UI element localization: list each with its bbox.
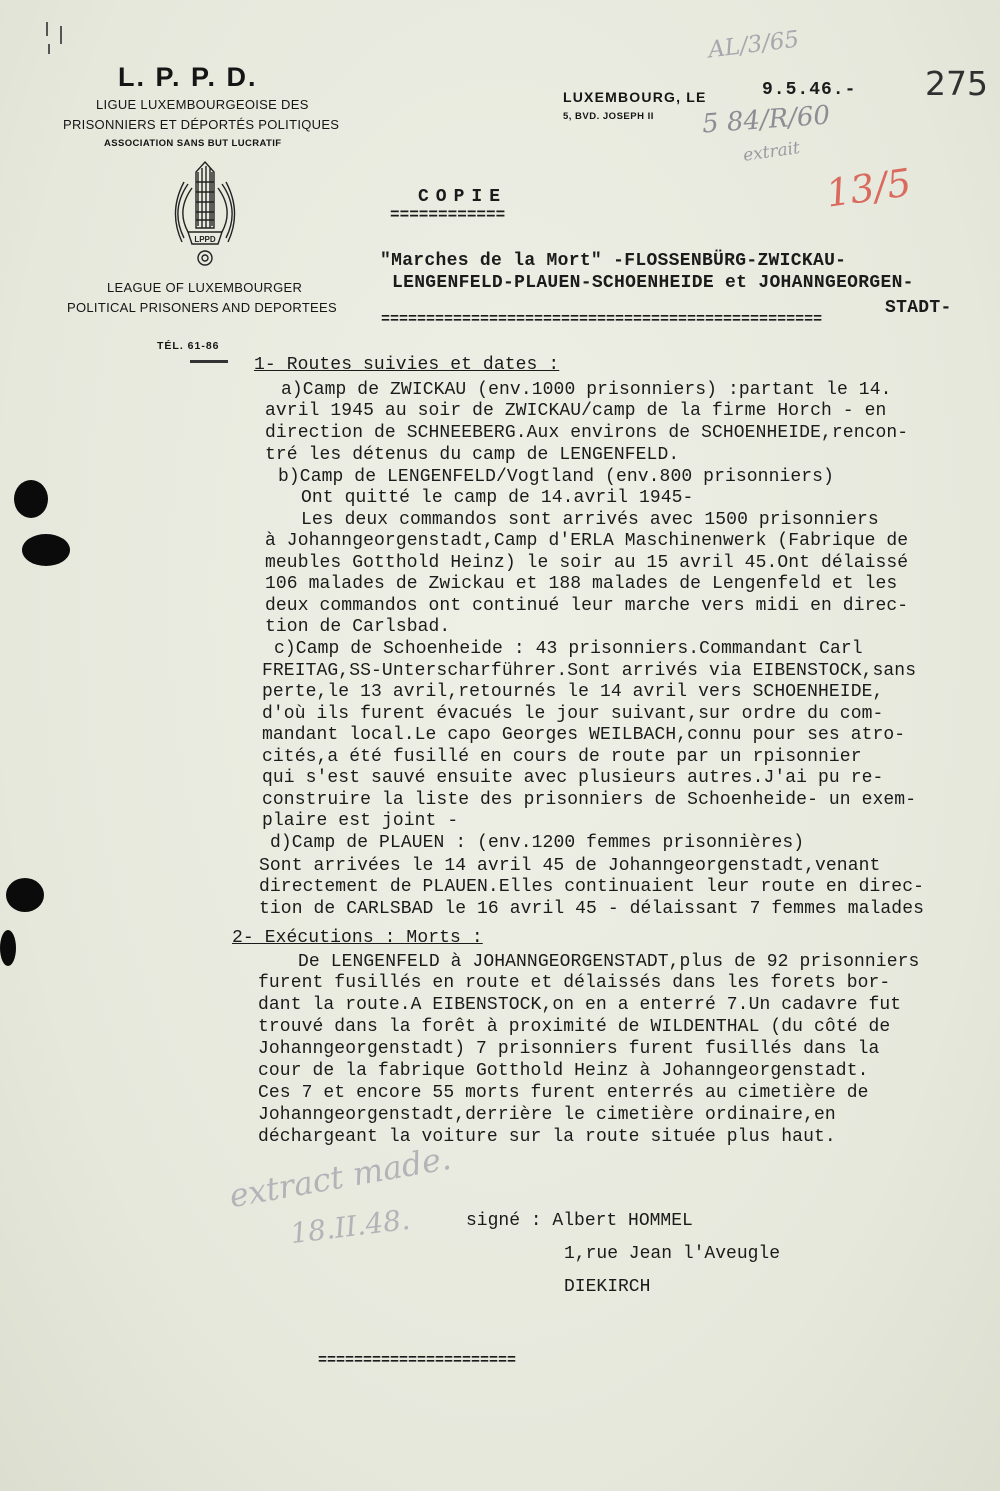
- org-name-en-line1: LEAGUE OF LUXEMBOURGER: [107, 280, 303, 295]
- handwritten-extract-date: 18.II.48.: [288, 1202, 412, 1251]
- body-line: FREITAG,SS-Unterscharführer.Sont arrivés via EIBENSTOCK,sans: [262, 661, 917, 681]
- org-abbreviation: L. P. P. D.: [118, 62, 258, 92]
- letter-date: [762, 80, 856, 100]
- document-heading: COPIE: [418, 187, 508, 207]
- body-line: d'où ils furent évacués le jour suivant,sur ordre du com-: [262, 704, 884, 724]
- body-line: cour de la fabrique Gotthold Heinz à Johanngeorgenstadt.: [258, 1061, 869, 1081]
- signature-line: signé : Albert HOMMEL: [466, 1211, 693, 1231]
- body-line: perte,le 13 avril,retournés le 14 avril vers SCHOENHEIDE,: [262, 682, 884, 702]
- body-line: plaire est joint -: [262, 811, 459, 831]
- title-line-3: STADT-: [885, 298, 952, 318]
- punch-hole: [22, 534, 70, 566]
- body-line: direction de SCHNEEBERG.Aux environs de SCHOENHEIDE,rencon-: [265, 423, 909, 443]
- org-name-fr-line1: LIGUE LUXEMBOURGEOISE DES: [96, 97, 309, 112]
- body-line: trouvé dans la forêt à proximité de WILDENTHAL (du côté de: [258, 1017, 891, 1037]
- body-line: d)Camp de PLAUEN : (env.1200 femmes prisonnières): [270, 833, 805, 853]
- body-line: qui s'est sauvé ensuite avec plusieurs autres.J'ai pu re-: [262, 768, 884, 788]
- body-line: mandant local.Le capo Georges WEILBACH,connu pour ses atro-: [262, 725, 906, 745]
- section-dash: [190, 360, 228, 363]
- org-name-en-line2: POLITICAL PRISONERS AND DEPORTEES: [67, 300, 337, 315]
- stamp-number: 275: [925, 64, 988, 103]
- body-line: deux commandos ont continué leur marche vers midi en direc-: [265, 596, 909, 616]
- body-line: directement de PLAUEN.Elles continuaient leur route en direc-: [259, 877, 925, 897]
- org-address: 5, BVD. JOSEPH II: [563, 111, 654, 122]
- body-line: Ces 7 et encore 55 morts furent enterrés au cimetière de: [258, 1083, 869, 1103]
- body-line: b)Camp de LENGENFELD/Vogtland (env.800 prisonniers): [278, 467, 834, 487]
- section-1-heading: 1- Routes suivies et dates :: [254, 355, 560, 375]
- body-line: tion de Carlsbad.: [265, 617, 451, 637]
- body-line: a)Camp de ZWICKAU (env.1000 prisonniers) :partant le 14.: [281, 380, 892, 400]
- body-line: dant la route.A EIBENSTOCK,on en a enterré 7.Un cadavre fut: [258, 995, 902, 1015]
- body-line: 106 malades de Zwickau et 188 malades de Lengenfeld et les: [265, 574, 898, 594]
- emblem-logo-text: LPPD: [194, 235, 216, 244]
- body-line: De LENGENFELD à JOHANNGEORGENSTADT,plus de 92 prisonniers: [298, 952, 920, 972]
- org-name-fr-line2: PRISONNIERS ET DÉPORTÉS POLITIQUES: [63, 117, 340, 132]
- body-line: Ont quitté le camp de 14.avril 1945-: [301, 488, 694, 508]
- body-line: tré les détenus du camp de LENGENFELD.: [265, 445, 680, 465]
- letter-date-value: 9.5.46.: [762, 80, 845, 100]
- body-line: c)Camp de Schoenheide : 43 prisonniers.Commandant Carl: [274, 639, 863, 659]
- body-line: Les deux commandos sont arrivés avec 1500 prisonniers: [301, 510, 879, 530]
- handwritten-extrait: extrait: [741, 138, 802, 166]
- title-line-2: LENGENFELD-PLAUEN-SCHOENHEIDE et JOHANNGEORGEN-: [392, 273, 914, 293]
- handwritten-reference-top: AL/3/65: [706, 26, 801, 64]
- body-line: meubles Gotthold Heinz) le soir au 15 avril 45.Ont délaissé: [265, 553, 909, 573]
- telephone: TÉL. 61-86: [157, 340, 220, 352]
- body-line: déchargeant la voiture sur la route située plus haut.: [258, 1127, 836, 1147]
- org-association: ASSOCIATION SANS BUT LUCRATIF: [104, 138, 282, 149]
- place-label: LUXEMBOURG, LE: [563, 89, 707, 105]
- section-2-heading: 2- Exécutions : Morts :: [232, 928, 483, 948]
- handwritten-reference: 5 84/R/60: [701, 100, 831, 140]
- title-line-1: "Marches de la Mort" -FLOSSENBÜRG-ZWICKAU-: [380, 251, 847, 271]
- punch-hole: [14, 480, 48, 518]
- signature-city: DIEKIRCH: [564, 1277, 651, 1297]
- body-line: tion de CARLSBAD le 16 avril 45 - délaissant 7 femmes malades: [259, 899, 925, 919]
- body-line: Sont arrivées le 14 avril 45 de Johanngeorgenstadt,venant: [259, 856, 881, 876]
- body-line: furent fusillés en route et délaissés dans les forets bor-: [258, 973, 891, 993]
- edge-mark: [46, 22, 48, 36]
- body-line: cités,a été fusillé en cours de route par un rpisonnier: [262, 747, 862, 767]
- body-line: Johanngeorgenstadt) 7 prisonniers furent fusillés dans la: [258, 1039, 880, 1059]
- body-line: à Johanngeorgenstadt,Camp d'ERLA Maschinenwerk (Fabrique de: [265, 531, 909, 551]
- body-line: construire la liste des prisonniers de Schoenheide- un exem-: [262, 790, 917, 810]
- heading-rule: ============: [390, 206, 506, 224]
- body-line: Johanngeorgenstadt,derrière le cimetière ordinaire,en: [258, 1105, 836, 1125]
- signature-address: 1,rue Jean l'Aveugle: [564, 1244, 781, 1264]
- punch-hole: [0, 930, 16, 966]
- lppd-emblem-icon: [170, 158, 240, 270]
- title-rule: =================================================: [381, 311, 823, 328]
- body-line: avril 1945 au soir de ZWICKAU/camp de la firme Horch - en: [265, 401, 887, 421]
- handwritten-extract-made: extract made.: [226, 1138, 454, 1216]
- letter-date-suffix: -: [844, 80, 857, 100]
- edge-mark: [60, 26, 62, 44]
- closing-rule: ======================: [318, 1352, 517, 1369]
- red-pencil-mark: 13/5: [823, 160, 914, 216]
- edge-mark: [48, 44, 50, 54]
- punch-hole: [6, 878, 44, 912]
